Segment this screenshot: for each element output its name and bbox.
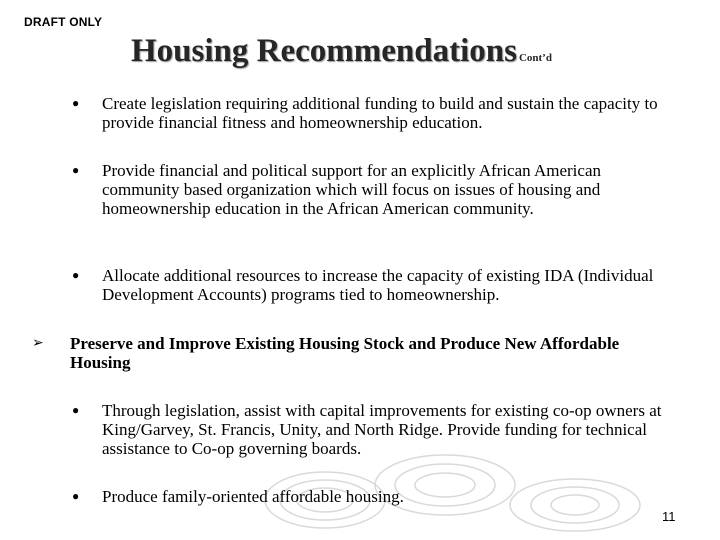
bullet-dot-icon: ● — [72, 163, 80, 177]
bullet-dot-icon: ● — [72, 489, 80, 503]
bullet-dot-icon: ● — [72, 268, 80, 282]
bullet-text: Create legislation requiring additional funding to build and sustain the capacity to provide financial fitness and homeownership education. — [102, 94, 658, 132]
page-number: 11 — [662, 509, 676, 524]
bullet-item-5 — [72, 487, 682, 506]
section-heading-item — [32, 334, 660, 372]
page-title: Housing Recommendations — [131, 33, 517, 69]
draft-label: DRAFT ONLY — [24, 15, 103, 29]
arrow-bullet-icon: ➢ — [32, 335, 44, 351]
bullet-dot-icon: ● — [72, 96, 80, 110]
bullet-item-2 — [72, 161, 682, 218]
bullet-dot-icon: ● — [72, 403, 80, 417]
section-heading: Preserve and Improve Existing Housing Stock and Produce New Affordable Housing — [70, 334, 620, 372]
bullet-text: Produce family-oriented affordable housing. — [102, 487, 404, 506]
bullet-item-4 — [72, 401, 682, 458]
title-suffix: Cont’d — [518, 52, 552, 64]
bullet-text: Provide financial and political support for an explicitly African American community based organization which will focus on issues of housing and homeownership education in the African American community. — [102, 161, 601, 218]
bullet-item-3 — [72, 266, 682, 304]
bullet-item-1 — [72, 94, 682, 132]
bullet-text: Through legislation, assist with capital improvements for existing co-op owners at King/Garvey, St. Francis, Unity, and North Ridge. Provide funding for technical assistance to Co-op governing boards. — [102, 401, 662, 458]
title-block — [131, 33, 552, 70]
bullet-text: Allocate additional resources to increase the capacity of existing IDA (Individual Development Accounts) programs tied to homeownership. — [102, 266, 654, 304]
